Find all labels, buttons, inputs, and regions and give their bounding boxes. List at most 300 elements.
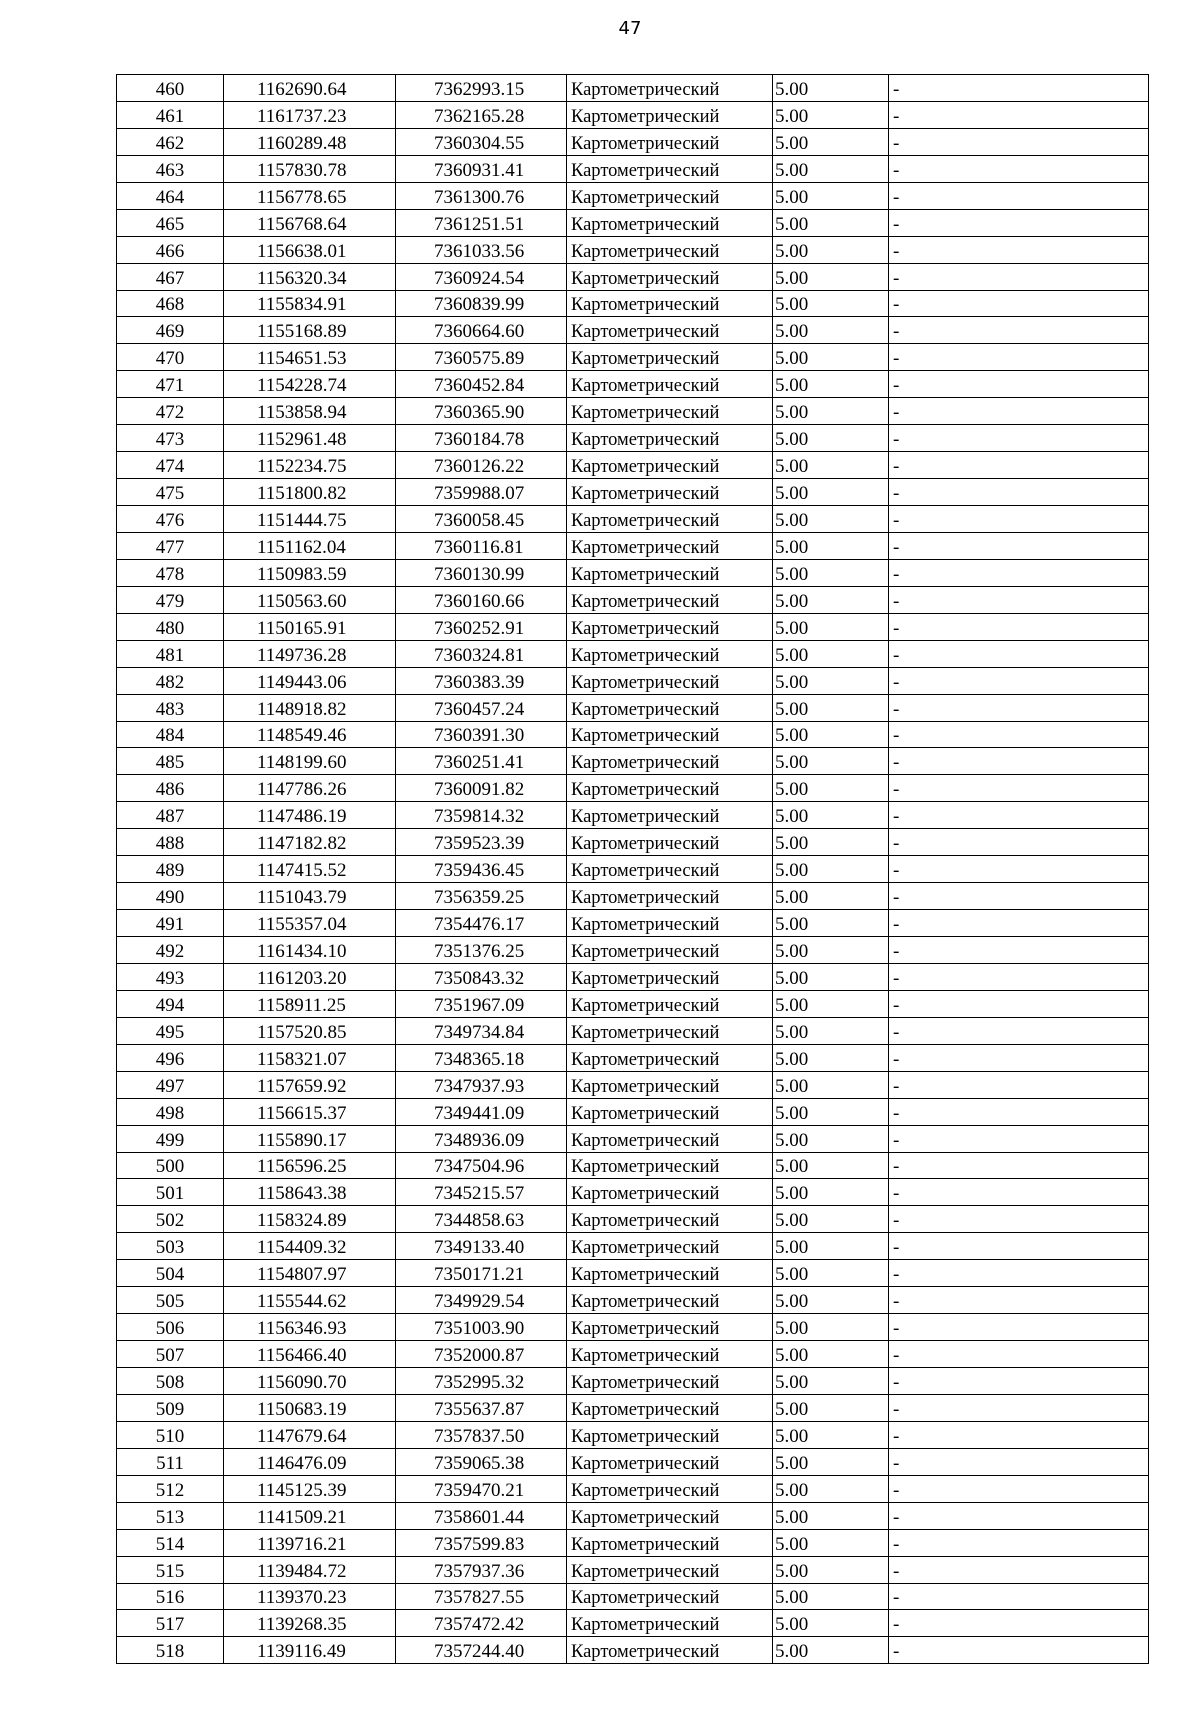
note-cell: - — [889, 344, 1149, 371]
accuracy-cell: 5.00 — [773, 1583, 889, 1610]
table-row — [117, 586, 1149, 613]
x-coordinate-cell: 1156638.01 — [224, 236, 396, 263]
method-cell: Картометрический — [567, 1152, 773, 1179]
table-row — [117, 425, 1149, 452]
point-number-cell: 502 — [117, 1206, 224, 1233]
accuracy-cell: 5.00 — [773, 1475, 889, 1502]
table-row — [117, 532, 1149, 559]
x-coordinate-cell: 1160289.48 — [224, 128, 396, 155]
coordinates-table-body — [117, 75, 1149, 1664]
note-cell: - — [889, 75, 1149, 102]
note-cell: - — [889, 1287, 1149, 1314]
point-number-cell: 468 — [117, 290, 224, 317]
method-cell: Картометрический — [567, 1206, 773, 1233]
x-coordinate-cell: 1150563.60 — [224, 586, 396, 613]
accuracy-cell: 5.00 — [773, 640, 889, 667]
note-cell: - — [889, 1071, 1149, 1098]
x-coordinate-cell: 1157520.85 — [224, 1017, 396, 1044]
table-row — [117, 398, 1149, 425]
note-cell: - — [889, 1125, 1149, 1152]
accuracy-cell: 5.00 — [773, 1125, 889, 1152]
method-cell: Картометрический — [567, 182, 773, 209]
accuracy-cell: 5.00 — [773, 1421, 889, 1448]
point-number-cell: 518 — [117, 1637, 224, 1664]
x-coordinate-cell: 1155168.89 — [224, 317, 396, 344]
point-number-cell: 461 — [117, 101, 224, 128]
note-cell: - — [889, 802, 1149, 829]
accuracy-cell: 5.00 — [773, 317, 889, 344]
method-cell: Картометрический — [567, 1448, 773, 1475]
x-coordinate-cell: 1156768.64 — [224, 209, 396, 236]
y-coordinate-cell: 7360304.55 — [396, 128, 567, 155]
y-coordinate-cell: 7350843.32 — [396, 963, 567, 990]
accuracy-cell: 5.00 — [773, 425, 889, 452]
table-row — [117, 829, 1149, 856]
point-number-cell: 510 — [117, 1421, 224, 1448]
note-cell: - — [889, 425, 1149, 452]
method-cell: Картометрический — [567, 1529, 773, 1556]
point-number-cell: 464 — [117, 182, 224, 209]
method-cell: Картометрический — [567, 452, 773, 479]
table-row — [117, 775, 1149, 802]
table-row — [117, 1421, 1149, 1448]
point-number-cell: 490 — [117, 883, 224, 910]
note-cell: - — [889, 1314, 1149, 1341]
x-coordinate-cell: 1161203.20 — [224, 963, 396, 990]
point-number-cell: 485 — [117, 748, 224, 775]
method-cell: Картометрический — [567, 775, 773, 802]
point-number-cell: 483 — [117, 694, 224, 721]
x-coordinate-cell: 1152234.75 — [224, 452, 396, 479]
y-coordinate-cell: 7357599.83 — [396, 1529, 567, 1556]
x-coordinate-cell: 1146476.09 — [224, 1448, 396, 1475]
accuracy-cell: 5.00 — [773, 937, 889, 964]
y-coordinate-cell: 7359988.07 — [396, 479, 567, 506]
y-coordinate-cell: 7360931.41 — [396, 155, 567, 182]
note-cell: - — [889, 1044, 1149, 1071]
point-number-cell: 504 — [117, 1260, 224, 1287]
table-row — [117, 667, 1149, 694]
x-coordinate-cell: 1157659.92 — [224, 1071, 396, 1098]
table-row — [117, 1556, 1149, 1583]
table-row — [117, 1637, 1149, 1664]
note-cell: - — [889, 1260, 1149, 1287]
x-coordinate-cell: 1139716.21 — [224, 1529, 396, 1556]
accuracy-cell: 5.00 — [773, 721, 889, 748]
y-coordinate-cell: 7361300.76 — [396, 182, 567, 209]
accuracy-cell: 5.00 — [773, 128, 889, 155]
y-coordinate-cell: 7360575.89 — [396, 344, 567, 371]
table-row — [117, 1610, 1149, 1637]
table-row — [117, 1529, 1149, 1556]
x-coordinate-cell: 1156778.65 — [224, 182, 396, 209]
accuracy-cell: 5.00 — [773, 1314, 889, 1341]
note-cell: - — [889, 1017, 1149, 1044]
accuracy-cell: 5.00 — [773, 1610, 889, 1637]
table-row — [117, 1233, 1149, 1260]
method-cell: Картометрический — [567, 1368, 773, 1395]
table-row — [117, 263, 1149, 290]
table-row — [117, 1017, 1149, 1044]
note-cell: - — [889, 1610, 1149, 1637]
note-cell: - — [889, 1394, 1149, 1421]
method-cell: Картометрический — [567, 748, 773, 775]
x-coordinate-cell: 1148918.82 — [224, 694, 396, 721]
y-coordinate-cell: 7357827.55 — [396, 1583, 567, 1610]
x-coordinate-cell: 1150683.19 — [224, 1394, 396, 1421]
method-cell: Картометрический — [567, 640, 773, 667]
y-coordinate-cell: 7345215.57 — [396, 1179, 567, 1206]
note-cell: - — [889, 1098, 1149, 1125]
point-number-cell: 473 — [117, 425, 224, 452]
point-number-cell: 517 — [117, 1610, 224, 1637]
y-coordinate-cell: 7360251.41 — [396, 748, 567, 775]
note-cell: - — [889, 209, 1149, 236]
y-coordinate-cell: 7360391.30 — [396, 721, 567, 748]
y-coordinate-cell: 7360924.54 — [396, 263, 567, 290]
x-coordinate-cell: 1147182.82 — [224, 829, 396, 856]
table-row — [117, 883, 1149, 910]
accuracy-cell: 5.00 — [773, 883, 889, 910]
point-number-cell: 475 — [117, 479, 224, 506]
method-cell: Картометрический — [567, 1233, 773, 1260]
accuracy-cell: 5.00 — [773, 1152, 889, 1179]
x-coordinate-cell: 1158911.25 — [224, 990, 396, 1017]
note-cell: - — [889, 452, 1149, 479]
y-coordinate-cell: 7357244.40 — [396, 1637, 567, 1664]
x-coordinate-cell: 1149443.06 — [224, 667, 396, 694]
accuracy-cell: 5.00 — [773, 209, 889, 236]
x-coordinate-cell: 1141509.21 — [224, 1502, 396, 1529]
method-cell: Картометрический — [567, 667, 773, 694]
point-number-cell: 463 — [117, 155, 224, 182]
note-cell: - — [889, 1152, 1149, 1179]
y-coordinate-cell: 7351376.25 — [396, 937, 567, 964]
point-number-cell: 470 — [117, 344, 224, 371]
y-coordinate-cell: 7361251.51 — [396, 209, 567, 236]
y-coordinate-cell: 7360058.45 — [396, 506, 567, 533]
table-row — [117, 640, 1149, 667]
accuracy-cell: 5.00 — [773, 75, 889, 102]
accuracy-cell: 5.00 — [773, 1502, 889, 1529]
note-cell: - — [889, 1475, 1149, 1502]
method-cell: Картометрический — [567, 506, 773, 533]
y-coordinate-cell: 7351003.90 — [396, 1314, 567, 1341]
note-cell: - — [889, 290, 1149, 317]
x-coordinate-cell: 1161737.23 — [224, 101, 396, 128]
method-cell: Картометрический — [567, 1098, 773, 1125]
y-coordinate-cell: 7348365.18 — [396, 1044, 567, 1071]
accuracy-cell: 5.00 — [773, 452, 889, 479]
x-coordinate-cell: 1162690.64 — [224, 75, 396, 102]
note-cell: - — [889, 1368, 1149, 1395]
y-coordinate-cell: 7359065.38 — [396, 1448, 567, 1475]
method-cell: Картометрический — [567, 101, 773, 128]
table-row — [117, 236, 1149, 263]
point-number-cell: 478 — [117, 559, 224, 586]
point-number-cell: 481 — [117, 640, 224, 667]
note-cell: - — [889, 479, 1149, 506]
x-coordinate-cell: 1147786.26 — [224, 775, 396, 802]
note-cell: - — [889, 1206, 1149, 1233]
note-cell: - — [889, 371, 1149, 398]
point-number-cell: 511 — [117, 1448, 224, 1475]
method-cell: Картометрический — [567, 344, 773, 371]
note-cell: - — [889, 586, 1149, 613]
table-row — [117, 748, 1149, 775]
point-number-cell: 513 — [117, 1502, 224, 1529]
accuracy-cell: 5.00 — [773, 1071, 889, 1098]
method-cell: Картометрический — [567, 990, 773, 1017]
y-coordinate-cell: 7349929.54 — [396, 1287, 567, 1314]
page-number: 47 — [618, 18, 642, 39]
method-cell: Картометрический — [567, 856, 773, 883]
point-number-cell: 465 — [117, 209, 224, 236]
accuracy-cell: 5.00 — [773, 1233, 889, 1260]
point-number-cell: 503 — [117, 1233, 224, 1260]
method-cell: Картометрический — [567, 479, 773, 506]
y-coordinate-cell: 7356359.25 — [396, 883, 567, 910]
y-coordinate-cell: 7360160.66 — [396, 586, 567, 613]
x-coordinate-cell: 1154651.53 — [224, 344, 396, 371]
y-coordinate-cell: 7360252.91 — [396, 613, 567, 640]
x-coordinate-cell: 1154228.74 — [224, 371, 396, 398]
note-cell: - — [889, 1502, 1149, 1529]
y-coordinate-cell: 7360452.84 — [396, 371, 567, 398]
method-cell: Картометрический — [567, 1637, 773, 1664]
method-cell: Картометрический — [567, 532, 773, 559]
method-cell: Картометрический — [567, 1610, 773, 1637]
y-coordinate-cell: 7359436.45 — [396, 856, 567, 883]
table-row — [117, 506, 1149, 533]
table-row — [117, 1475, 1149, 1502]
method-cell: Картометрический — [567, 1017, 773, 1044]
method-cell: Картометрический — [567, 155, 773, 182]
point-number-cell: 495 — [117, 1017, 224, 1044]
x-coordinate-cell: 1139484.72 — [224, 1556, 396, 1583]
x-coordinate-cell: 1158321.07 — [224, 1044, 396, 1071]
x-coordinate-cell: 1158324.89 — [224, 1206, 396, 1233]
point-number-cell: 482 — [117, 667, 224, 694]
method-cell: Картометрический — [567, 963, 773, 990]
point-number-cell: 515 — [117, 1556, 224, 1583]
point-number-cell: 469 — [117, 317, 224, 344]
table-row — [117, 802, 1149, 829]
x-coordinate-cell: 1155890.17 — [224, 1125, 396, 1152]
method-cell: Картометрический — [567, 1583, 773, 1610]
note-cell: - — [889, 128, 1149, 155]
method-cell: Картометрический — [567, 910, 773, 937]
note-cell: - — [889, 829, 1149, 856]
table-row — [117, 1260, 1149, 1287]
y-coordinate-cell: 7360091.82 — [396, 775, 567, 802]
note-cell: - — [889, 101, 1149, 128]
y-coordinate-cell: 7354476.17 — [396, 910, 567, 937]
accuracy-cell: 5.00 — [773, 802, 889, 829]
note-cell: - — [889, 1556, 1149, 1583]
point-number-cell: 497 — [117, 1071, 224, 1098]
table-row — [117, 290, 1149, 317]
accuracy-cell: 5.00 — [773, 559, 889, 586]
method-cell: Картометрический — [567, 559, 773, 586]
method-cell: Картометрический — [567, 317, 773, 344]
note-cell: - — [889, 1637, 1149, 1664]
table-row — [117, 1502, 1149, 1529]
accuracy-cell: 5.00 — [773, 371, 889, 398]
table-row — [117, 856, 1149, 883]
x-coordinate-cell: 1155357.04 — [224, 910, 396, 937]
table-row — [117, 559, 1149, 586]
accuracy-cell: 5.00 — [773, 829, 889, 856]
note-cell: - — [889, 398, 1149, 425]
point-number-cell: 487 — [117, 802, 224, 829]
note-cell: - — [889, 748, 1149, 775]
y-coordinate-cell: 7349734.84 — [396, 1017, 567, 1044]
method-cell: Картометрический — [567, 209, 773, 236]
x-coordinate-cell: 1151043.79 — [224, 883, 396, 910]
point-number-cell: 484 — [117, 721, 224, 748]
y-coordinate-cell: 7362993.15 — [396, 75, 567, 102]
y-coordinate-cell: 7347937.93 — [396, 1071, 567, 1098]
x-coordinate-cell: 1161434.10 — [224, 937, 396, 964]
x-coordinate-cell: 1151444.75 — [224, 506, 396, 533]
accuracy-cell: 5.00 — [773, 1206, 889, 1233]
method-cell: Картометрический — [567, 694, 773, 721]
point-number-cell: 500 — [117, 1152, 224, 1179]
accuracy-cell: 5.00 — [773, 182, 889, 209]
point-number-cell: 494 — [117, 990, 224, 1017]
point-number-cell: 466 — [117, 236, 224, 263]
accuracy-cell: 5.00 — [773, 398, 889, 425]
table-row — [117, 1394, 1149, 1421]
accuracy-cell: 5.00 — [773, 1287, 889, 1314]
note-cell: - — [889, 937, 1149, 964]
method-cell: Картометрический — [567, 290, 773, 317]
table-row — [117, 209, 1149, 236]
note-cell: - — [889, 559, 1149, 586]
x-coordinate-cell: 1150983.59 — [224, 559, 396, 586]
accuracy-cell: 5.00 — [773, 667, 889, 694]
x-coordinate-cell: 1157830.78 — [224, 155, 396, 182]
point-number-cell: 512 — [117, 1475, 224, 1502]
method-cell: Картометрический — [567, 1044, 773, 1071]
note-cell: - — [889, 155, 1149, 182]
accuracy-cell: 5.00 — [773, 856, 889, 883]
table-row — [117, 1206, 1149, 1233]
table-row — [117, 75, 1149, 102]
table-row — [117, 1044, 1149, 1071]
note-cell: - — [889, 532, 1149, 559]
x-coordinate-cell: 1156596.25 — [224, 1152, 396, 1179]
accuracy-cell: 5.00 — [773, 775, 889, 802]
table-row — [117, 694, 1149, 721]
y-coordinate-cell: 7349441.09 — [396, 1098, 567, 1125]
accuracy-cell: 5.00 — [773, 1098, 889, 1125]
note-cell: - — [889, 317, 1149, 344]
point-number-cell: 489 — [117, 856, 224, 883]
accuracy-cell: 5.00 — [773, 1368, 889, 1395]
point-number-cell: 460 — [117, 75, 224, 102]
table-row — [117, 1583, 1149, 1610]
accuracy-cell: 5.00 — [773, 613, 889, 640]
accuracy-cell: 5.00 — [773, 1341, 889, 1368]
table-row — [117, 1125, 1149, 1152]
table-row — [117, 1179, 1149, 1206]
table-row — [117, 1152, 1149, 1179]
point-number-cell: 462 — [117, 128, 224, 155]
note-cell: - — [889, 506, 1149, 533]
table-row — [117, 1341, 1149, 1368]
y-coordinate-cell: 7360365.90 — [396, 398, 567, 425]
accuracy-cell: 5.00 — [773, 263, 889, 290]
note-cell: - — [889, 1341, 1149, 1368]
y-coordinate-cell: 7352000.87 — [396, 1341, 567, 1368]
point-number-cell: 488 — [117, 829, 224, 856]
accuracy-cell: 5.00 — [773, 748, 889, 775]
point-number-cell: 508 — [117, 1368, 224, 1395]
y-coordinate-cell: 7362165.28 — [396, 101, 567, 128]
accuracy-cell: 5.00 — [773, 694, 889, 721]
x-coordinate-cell: 1155544.62 — [224, 1287, 396, 1314]
note-cell: - — [889, 1179, 1149, 1206]
method-cell: Картометрический — [567, 263, 773, 290]
point-number-cell: 514 — [117, 1529, 224, 1556]
x-coordinate-cell: 1148199.60 — [224, 748, 396, 775]
x-coordinate-cell: 1147415.52 — [224, 856, 396, 883]
method-cell: Картометрический — [567, 1421, 773, 1448]
point-number-cell: 491 — [117, 910, 224, 937]
table-row — [117, 1448, 1149, 1475]
method-cell: Картометрический — [567, 1071, 773, 1098]
table-row — [117, 155, 1149, 182]
accuracy-cell: 5.00 — [773, 1017, 889, 1044]
y-coordinate-cell: 7357937.36 — [396, 1556, 567, 1583]
y-coordinate-cell: 7352995.32 — [396, 1368, 567, 1395]
accuracy-cell: 5.00 — [773, 1529, 889, 1556]
x-coordinate-cell: 1156320.34 — [224, 263, 396, 290]
note-cell: - — [889, 1529, 1149, 1556]
y-coordinate-cell: 7360184.78 — [396, 425, 567, 452]
table-row — [117, 1098, 1149, 1125]
note-cell: - — [889, 263, 1149, 290]
table-row — [117, 479, 1149, 506]
point-number-cell: 472 — [117, 398, 224, 425]
y-coordinate-cell: 7359814.32 — [396, 802, 567, 829]
note-cell: - — [889, 694, 1149, 721]
y-coordinate-cell: 7351967.09 — [396, 990, 567, 1017]
table-row — [117, 937, 1149, 964]
table-row — [117, 721, 1149, 748]
x-coordinate-cell: 1154409.32 — [224, 1233, 396, 1260]
method-cell: Картометрический — [567, 1502, 773, 1529]
accuracy-cell: 5.00 — [773, 990, 889, 1017]
method-cell: Картометрический — [567, 1287, 773, 1314]
note-cell: - — [889, 883, 1149, 910]
method-cell: Картометрический — [567, 128, 773, 155]
table-row — [117, 452, 1149, 479]
point-number-cell: 501 — [117, 1179, 224, 1206]
y-coordinate-cell: 7360457.24 — [396, 694, 567, 721]
table-row — [117, 128, 1149, 155]
table-row — [117, 963, 1149, 990]
y-coordinate-cell: 7348936.09 — [396, 1125, 567, 1152]
x-coordinate-cell: 1151162.04 — [224, 532, 396, 559]
accuracy-cell: 5.00 — [773, 963, 889, 990]
method-cell: Картометрический — [567, 75, 773, 102]
y-coordinate-cell: 7360383.39 — [396, 667, 567, 694]
note-cell: - — [889, 1233, 1149, 1260]
table-row — [117, 101, 1149, 128]
